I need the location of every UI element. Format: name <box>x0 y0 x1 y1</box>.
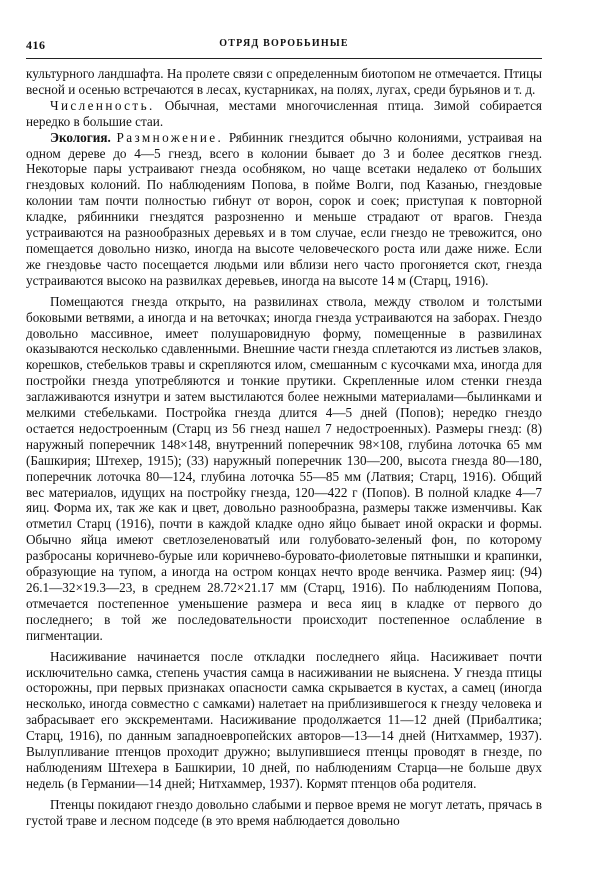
paragraph-ecology: Экология. Размножение. Рябинник гнездится обычно колониями, устраивая на одном дереве до 4—5 гнезд, всего в колонии бывает до 3 и более десятков гнезд. Некоторые пары устраивают гнезда особняком, но чаще всетаки недалеко от больших гнездовых колоний. По наблюдениям Попова, в пойме Волги, под Казанью, гнездовые колонии там почти полностью гибнут от ворон, сорок и соек; приступая к повторной кладке, рябинники гнездятся разрозненно и меньше страдают от врагов. Гнезда устраиваются на разнообразных деревьях и в том случае, если гнездо не тревожится, оно помещается довольно низко, иногда на высоте человеческого роста или даже ниже. Если же гнездовье часто посещается людьми или вблизи него часто прогоняется скот, гнезда устраиваются высоко на развилках деревьев, иногда на высоте 14 м (Старц, 1916). <box>26 129 543 288</box>
ecology-label: Экология. <box>50 129 111 145</box>
running-head <box>26 38 542 58</box>
abundance-label: Численность. <box>50 97 155 113</box>
paragraph-abundance: Численность. Обычная, местами многочисленная птица. Зимой собирается нередко в большие стаи. <box>26 97 542 129</box>
page-number: 416 <box>26 38 46 52</box>
paragraph-incubation: Насиживание начинается после откладки последнего яйца. Насиживает почти исключительно самка, степень участия самца в насиживании не выяснена. У гнезда птицы осторожны, при первых признаках опасности самка скрывается в кустах, а самец (иногда несколько, иногда совместно с самками) налетает на приблизившегося к гнезду человека и забрасывает его экскрементами. Насиживание продолжается 11—12 дней (Прибалтика; Старц, 1916), по данным западноевропейских авторов—13—14 дней (Нитхаммер, 1937). Вылупливание птенцов проходит дружно; вылупившиеся птенцы проводят в гнезде, по наблюдениям Штехера в Башкирии, 10 дней, по наблюдениям Старца—не больше двух недель (в Германии—14 дней; Нитхаммер, 1937). Кормят птенцов оба родителя. <box>26 648 542 791</box>
paragraph-fledglings: Птенцы покидают гнездо довольно слабыми и первое время не могут летать, прячась в густой траве и лесном подседе (в это время наблюдается довольно <box>26 796 542 828</box>
paragraph-1: культурного ландшафта. На пролете связи с определенным биотопом не отмечается. Птицы весной и осенью встречаются в лесах, кустарниках, на полях, лугах, среди бурьянов и т. д. <box>26 66 542 97</box>
body-text <box>26 66 542 829</box>
section-title: ОТРЯД ВОРОБЬИНЫЕ <box>219 38 349 49</box>
header-rule <box>26 58 542 59</box>
paragraph-nests: Помещаются гнезда открыто, на развилинах ствола, между стволом и толстыми боковыми ветвями, а иногда и на веточках; иногда гнезда устраиваются на заборах. Гнездо довольно массивное, имеет полушаровидную форму, помещенные в развилинах оказываются несколько сдавленными. Внешние части гнезда сплетаются из листьев злаков, корешков, стебельков травы и скрепляются илом, смешанным с кусочками мха, иногда для постройки гнезда употребляются и тонкие прутики. Скрепленные илом стенки гнезда заглаживаются изнутри и затем выстилаются более нежными материалами—былинками и мелкими стебельками. Постройка гнезда длится 4—5 дней (Попов); нередко гнездо остается недостроенным (Старц из 56 гнезд нашел 7 недостроенных). Размеры гнезд: (8) наружный поперечник 148×148, внутренний поперечник 98×108, глубина лоточка 65 мм (Башкирия; Штехер, 1915); (33) наружный поперечник 130—200, высота гнезда 80—180, поперечник лоточка 80—124, глубина лоточка 55—85 мм (Латвия; Старц, 1916). Общий вес материалов, идущих на постройку гнезда, 120—422 г (Попов). В полной кладке 4—7 яиц. Форма их, так же как и цвет, довольно разнообразна, размеры также изменчивы. Как отметил Старц (1916), почти в каждой кладке одно яйцо бывает иной окраски и формы. Обычно яйца имеют светлозеленоватый или голубовато-зеленый фон, по которому разбросаны коричнево-бурые или коричнево-буровато-фиолетовые пятнышки и крапинки, образующие на тупом, а иногда на остром концах нечто вроде венчика. Размер яиц: (94) 26.1—32×19.3—23, в среднем 28.72×21.17 мм (Старц, 1916). По наблюдениям Попова, отмечается постепенное уменьшение размера и веса яиц в кладке от первого до последнего; в той же последовательности происходит постепенное ослабление в пигментации. <box>26 293 542 643</box>
reproduction-label: Размножение. <box>116 129 224 145</box>
